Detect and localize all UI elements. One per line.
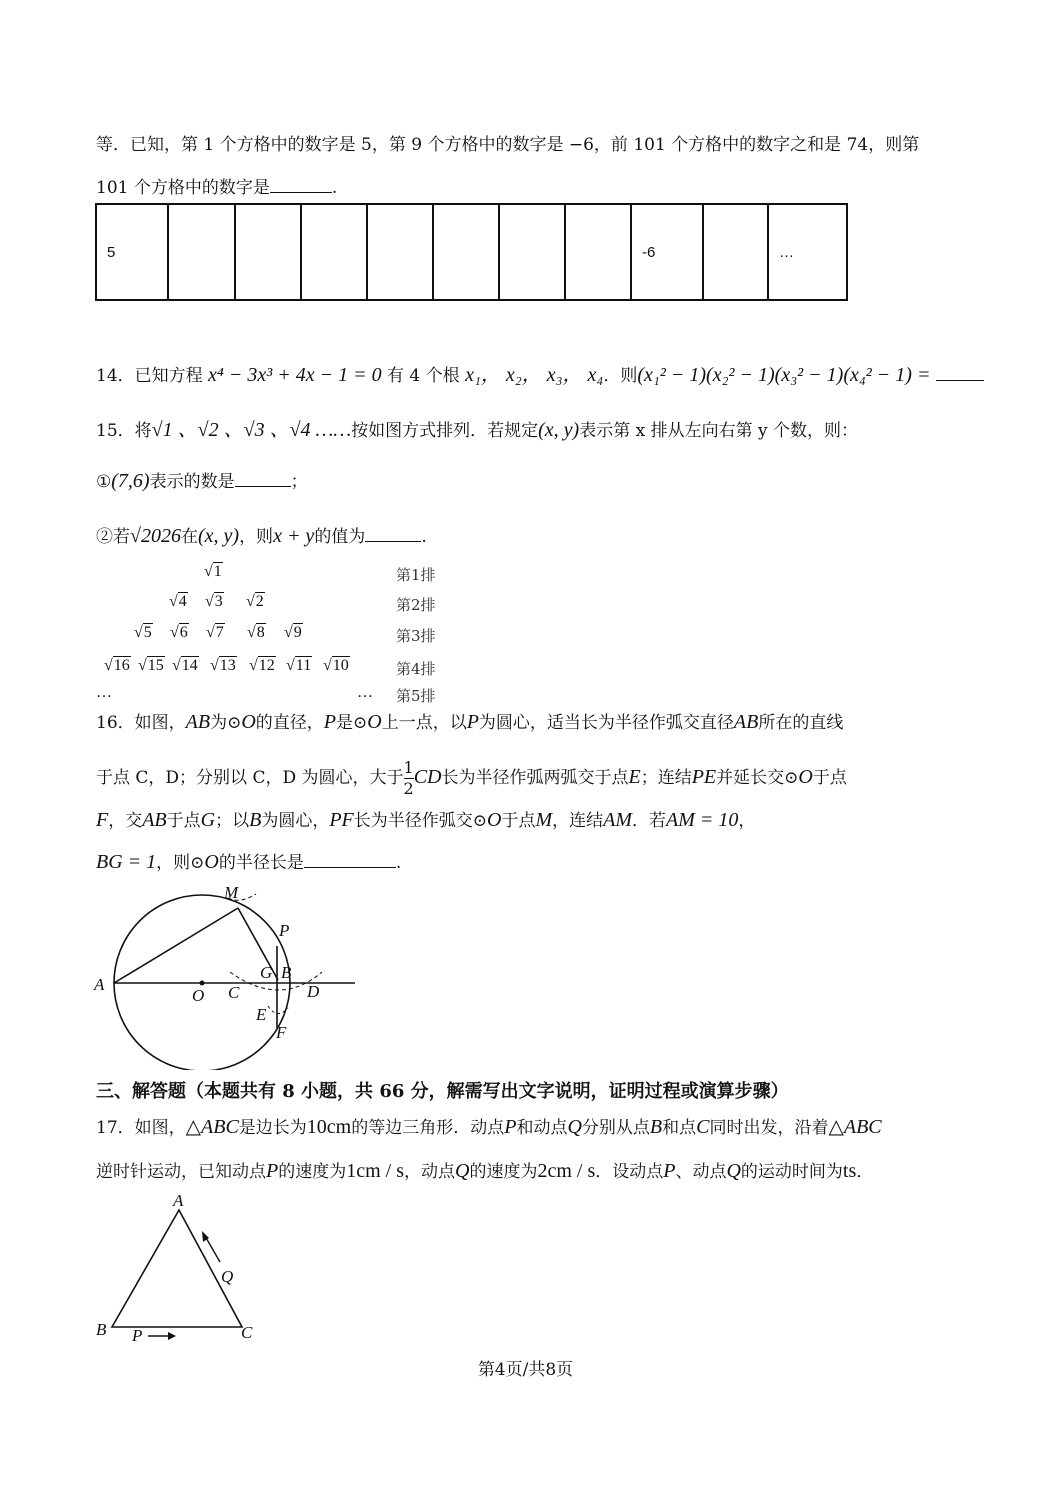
t: 的半径长是 (218, 853, 304, 873)
t: 为圆心，适当长为半径作弧交直径 (478, 713, 734, 733)
q15-part2 (96, 522, 427, 548)
radical-item: √2 (246, 593, 264, 610)
q15-line1 (96, 413, 858, 442)
radical-item: √15 (138, 657, 164, 674)
label-o: O (192, 986, 205, 1005)
radical-item: √11 (286, 657, 312, 674)
label-c: C (241, 1323, 253, 1342)
grid-cell (367, 204, 433, 300)
t: B (249, 809, 262, 831)
t: M (535, 809, 553, 831)
q15-pair: (x, y) (538, 419, 580, 441)
q14-then: ．则 (603, 366, 638, 386)
q14-product: (x₁² − 1)(x₂² − 1)(x₃² − 1)(x₄² − 1) = (637, 364, 931, 386)
t: 的运动时间为 (740, 1162, 843, 1182)
t: 10cm (306, 1116, 352, 1138)
q17-line1 (96, 1113, 882, 1139)
row-label: 第5排 (396, 687, 436, 705)
t: 是边长为 (238, 1118, 307, 1138)
frac-den: 2 (403, 779, 414, 798)
t: O (367, 711, 382, 733)
t: G (200, 809, 216, 831)
label-c: C (228, 983, 240, 1002)
grid-cell (301, 204, 367, 300)
center-dot (200, 981, 205, 986)
t: 为圆心， (261, 811, 330, 831)
t: 分别从点 (581, 1118, 650, 1138)
t: 1cm / s (346, 1160, 404, 1182)
t: Q (455, 1160, 470, 1182)
number-grid (95, 203, 848, 301)
t: 2cm / s (537, 1160, 596, 1182)
t: ，则⊙ (156, 853, 205, 873)
t: ；以 (215, 811, 250, 831)
t: PF (329, 809, 354, 831)
label-e: E (256, 1005, 267, 1024)
q15-p1-end: ； (290, 472, 308, 492)
t: AM (603, 809, 633, 831)
t: 于点 (812, 768, 847, 788)
row-label: 第1排 (396, 566, 436, 584)
t: 长为半径作弧两弧交于点 (441, 768, 629, 788)
q15-p2-prefix: ②若 (96, 527, 130, 547)
radical-item: √6 (170, 624, 188, 641)
q15-p2-expr: x + y (273, 525, 315, 547)
t: P (663, 1160, 676, 1182)
label-a: A (94, 975, 105, 994)
t: 于点 C，D；分别以 C，D 为圆心，大于 (96, 768, 404, 788)
page-footer: 第4页/共8页 (477, 1360, 574, 1380)
t: . (395, 853, 402, 873)
grid-cell (565, 204, 631, 300)
t: 是⊙ (336, 713, 368, 733)
radical-item: √13 (210, 657, 236, 674)
t: 16．如图， (96, 713, 186, 733)
label-g: G (260, 963, 273, 982)
q15-text2: 表示第 x 排从左向右第 y 个数，则： (579, 421, 859, 441)
t: F (96, 809, 109, 831)
t: P (466, 711, 479, 733)
t: ，交 (108, 811, 143, 831)
t: B (649, 1116, 663, 1138)
label-p: P (279, 921, 290, 940)
grid-cell: … (768, 204, 847, 300)
t: 上一点，以 (381, 713, 467, 733)
q15-p2-text: 在 (180, 527, 198, 547)
arrowhead-p (168, 1332, 176, 1340)
answer-blank (304, 849, 396, 868)
fraction (404, 758, 414, 799)
radical-item: √16 (104, 657, 130, 674)
q16-line1 (96, 708, 843, 734)
t: ，连结 (552, 811, 604, 831)
t: AM = 10 (666, 809, 739, 831)
label-a: A (173, 1191, 184, 1210)
q13-line2-text: 101 个方格中的数字是 (96, 178, 270, 198)
q15-text: 按如图方式排列．若规定 (351, 421, 539, 441)
q14-mid: 有 4 个根 (387, 366, 460, 386)
q16-line2 (96, 758, 847, 799)
q15-p2-pair: (x, y) (197, 525, 240, 547)
t: Q (567, 1116, 582, 1138)
t: O (798, 766, 813, 788)
q15-part1 (96, 467, 308, 493)
q13-line2 (96, 173, 337, 198)
t: 为⊙ (210, 713, 242, 733)
q17-line2 (96, 1157, 873, 1183)
radical-item: √1 (204, 563, 222, 580)
t: Q (726, 1160, 741, 1182)
label-q: Q (221, 1267, 234, 1286)
radical-item: … (357, 684, 373, 701)
t: 于点 (166, 811, 201, 831)
q14-roots: x₁， x₂， x₃， x₄ (465, 364, 604, 386)
q14-prefix: 14．已知方程 (96, 366, 203, 386)
t: 、动点 (675, 1162, 727, 1182)
t: P (323, 711, 336, 733)
frac-num: 1 (403, 758, 414, 777)
radical-item: √14 (172, 657, 198, 674)
t: O (204, 851, 219, 873)
t: 17．如图， (96, 1118, 186, 1138)
q15-p1-pair: (7,6) (111, 470, 150, 492)
t: 的等边三角形．动点 (351, 1118, 505, 1138)
q15-p2-text3: 的值为 (314, 527, 366, 547)
t: P (266, 1160, 279, 1182)
grid-cell (168, 204, 235, 300)
grid-cell (235, 204, 301, 300)
q16-line4 (96, 848, 401, 874)
t: O (487, 809, 502, 831)
q15-p2-text2: ，则 (239, 527, 274, 547)
radical-item: √3 (205, 593, 223, 610)
t: ，动点 (404, 1162, 455, 1182)
grid-cell: -6 (631, 204, 703, 300)
answer-blank (936, 362, 984, 381)
t: 所在的直线 (758, 713, 844, 733)
answer-blank (365, 523, 421, 542)
grid-cell (433, 204, 499, 300)
t: C (696, 1116, 710, 1138)
t: 和动点 (516, 1118, 568, 1138)
q15-p2-rad: √2026 (130, 525, 181, 547)
t: BG = 1 (96, 851, 157, 873)
q13-line2-end: . (331, 178, 338, 198)
radical-item: … (96, 684, 112, 701)
label-b: B (96, 1320, 107, 1339)
radical-item: √9 (284, 624, 302, 641)
t: ；连结 (640, 768, 692, 788)
t: 并延长交⊙ (716, 768, 799, 788)
grid-cell (499, 204, 565, 300)
t: CD (413, 766, 442, 788)
t: 和点 (662, 1118, 697, 1138)
t: AB (733, 711, 759, 733)
label-p: P (132, 1326, 143, 1345)
q15-p2-end: . (421, 527, 427, 547)
t: 同时出发，沿着 (709, 1118, 829, 1138)
t: E (628, 766, 641, 788)
t: O (241, 711, 256, 733)
t: ．若 (632, 811, 667, 831)
segment-am (114, 908, 238, 983)
q14 (96, 358, 984, 387)
answer-blank (270, 174, 332, 193)
t: ． (856, 1162, 874, 1182)
radical-item: √12 (249, 657, 275, 674)
q15-p1-prefix: ① (96, 472, 112, 492)
grid-cell: 5 (96, 204, 168, 300)
circle-figure (90, 880, 370, 1070)
t: ， (738, 811, 756, 831)
q15-radicals: √1 、√2 、√3 、√4 …… (151, 419, 352, 441)
t: 长为半径作弧交⊙ (353, 811, 488, 831)
t: P (504, 1116, 517, 1138)
label-m: M (224, 883, 239, 902)
arrow-q (205, 1236, 220, 1262)
label-b: B (281, 963, 292, 982)
q14-equation: x⁴ − 3x³ + 4x − 1 = 0 (208, 364, 382, 386)
q13-line1: 等．已知，第 1 个方格中的数字是 5，第 9 个方格中的数字是 −6，前 101 个方格中的数字之和是 74，则第 (96, 135, 920, 155)
t: 的速度为 (469, 1162, 538, 1182)
q16-line3 (96, 806, 755, 832)
t: 的速度为 (278, 1162, 347, 1182)
t: 逆时针运动，已知动点 (96, 1162, 266, 1182)
radical-item: √7 (206, 624, 224, 641)
radical-item: √8 (247, 624, 265, 641)
q15-prefix: 15．将 (96, 421, 152, 441)
row-label: 第2排 (396, 596, 436, 614)
grid-cell (703, 204, 768, 300)
t: PE (691, 766, 717, 788)
t: △ABC (185, 1116, 239, 1138)
label-f: F (276, 1023, 287, 1042)
t: AB (185, 711, 211, 733)
t: 于点 (501, 811, 536, 831)
t: ts (842, 1160, 857, 1182)
section-heading: 三、解答题（本题共有 8 小题，共 66 分，解需写出文字说明，证明过程或演算步骤） (96, 1081, 789, 1102)
radical-item: √5 (134, 624, 152, 641)
q15-p1-text: 表示的数是 (149, 472, 235, 492)
radical-item: √10 (323, 657, 349, 674)
answer-blank (235, 468, 291, 487)
t: 的直径， (255, 713, 324, 733)
row-label: 第4排 (396, 660, 436, 678)
t: ．设动点 (595, 1162, 664, 1182)
radical-item: √4 (169, 593, 187, 610)
triangle-figure (90, 1190, 280, 1350)
row-label: 第3排 (396, 627, 436, 645)
t: △ABC (828, 1116, 882, 1138)
t: AB (142, 809, 167, 831)
label-d: D (307, 982, 320, 1001)
